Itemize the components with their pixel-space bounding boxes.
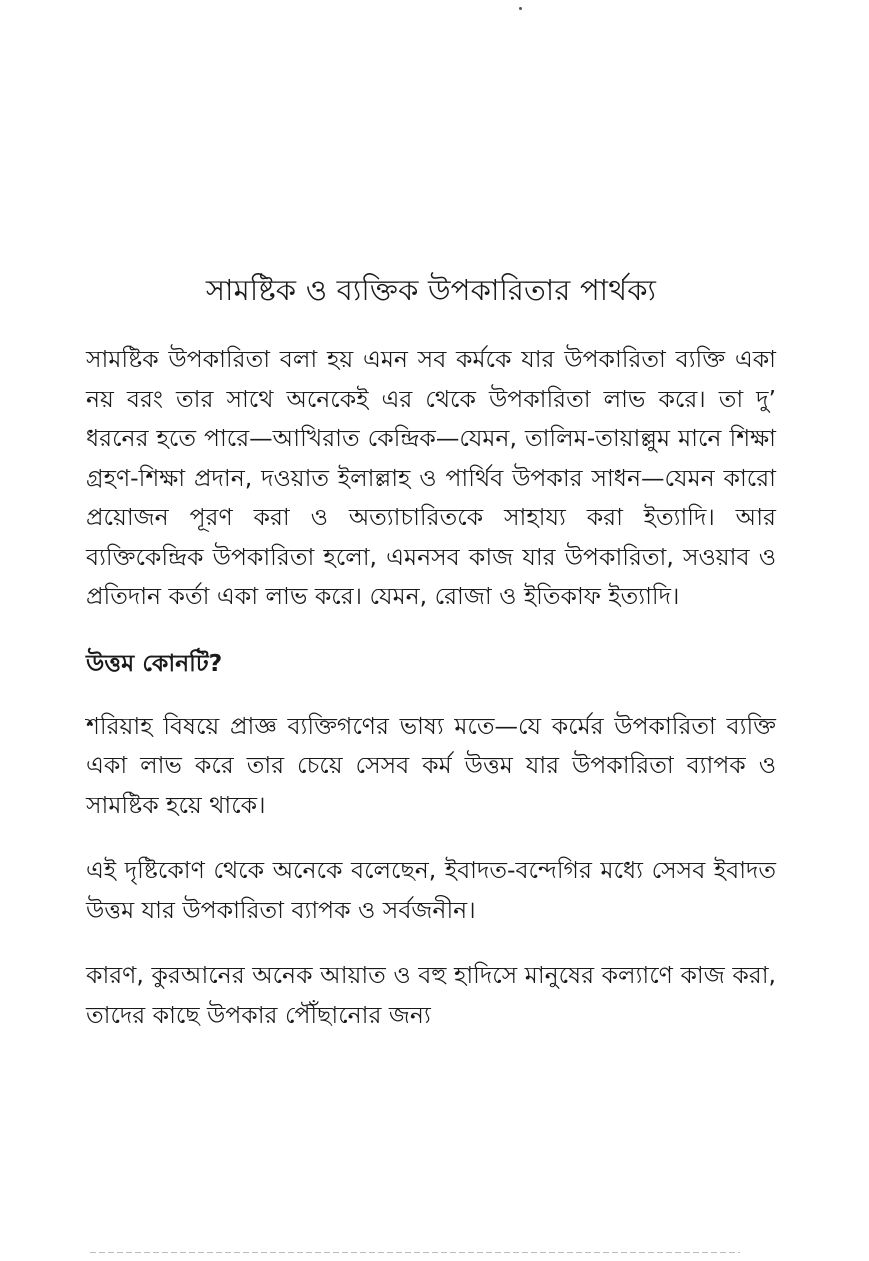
paragraph-worship-view: এই দৃষ্টিকোণ থেকে অনেকে বলেছেন, ইবাদত-বন্দেগির মধ্যে সেসব ইবাদত উত্তম যার উপকারিতা ব্যাপক ও সর্বজনীন। [86, 856, 776, 924]
section-subheading: উত্তম কোনটি? [86, 648, 223, 677]
paragraph-scholars-view: শরিয়াহ বিষয়ে প্রাজ্ঞ ব্যক্তিগণের ভাষ্য মতে—যে কর্মের উপকারিতা ব্যক্তি একা লাভ করে তার চেয়ে সেসব কর্ম উত্তম যার উপকারিতা ব্যাপক ও সামষ্টিক হয়ে থাকে। [86, 711, 776, 819]
paragraph-reason: কারণ, কুরআনের অনেক আয়াত ও বহু হাদিসে মানুষের কল্যাণে কাজ করা, তাদের কাছে উপকার পৌঁছানোর জন্য [86, 961, 776, 1029]
paragraph-definition: সামষ্টিক উপকারিতা বলা হয় এমন সব কর্মকে যার উপকারিতা ব্যক্তি একা নয় বরং তার সাথে অনেকেই এর থেকে উপকারিতা লাভ করে। তা দু’ ধরনের হতে পারে—আখিরাত কেন্দ্রিক—যেমন, তালিম-তায়াল্লুম মানে শিক্ষা গ্রহণ-শিক্ষা প্রদান, দওয়াত ইলাল্লাহ ও পার্থিব উপকার সাধন—যেমন কারো প্রয়োজন পূরণ করা ও অত্যাচারিতকে সাহায্য করা ইত্যাদি। আর ব্যক্তিকেন্দ্রিক উপকারিতা হলো, এমনসব কাজ যার উপকারিতা, সওয়াব ও প্রতিদান কর্তা একা লাভ করে। যেমন, রোজা ও ইতিকাফ ইত্যাদি। [86, 345, 776, 610]
page-content [86, 270, 776, 1061]
page-bottom-edge [90, 1252, 740, 1253]
page-title: সামষ্টিক ও ব্যক্তিক উপকারিতার পার্থক্য [205, 273, 657, 307]
print-speck [519, 7, 522, 10]
